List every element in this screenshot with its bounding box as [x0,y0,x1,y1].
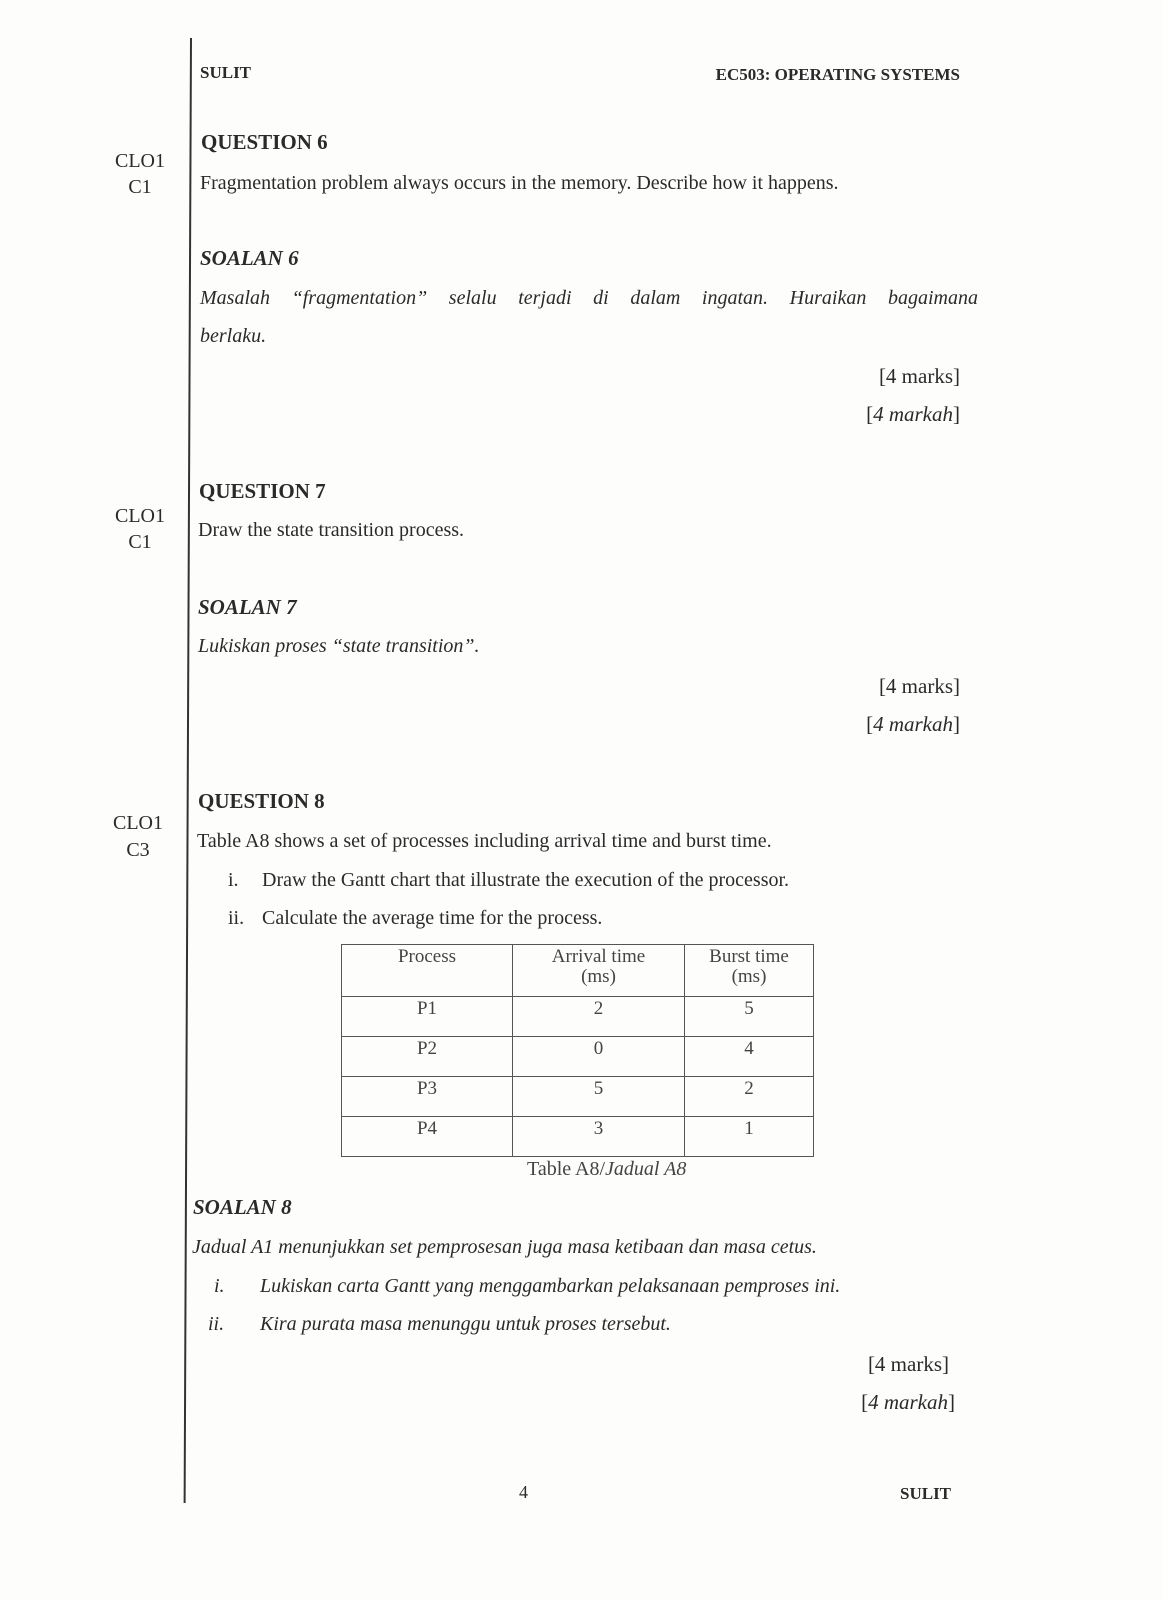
margin-rule [184,38,192,1503]
question-title: QUESTION 8 [198,789,325,813]
markah: [4 markah] [861,1390,955,1414]
header-unit: (ms) [731,965,767,987]
table-row [342,1077,814,1117]
table-row [342,1037,814,1077]
word: di [593,287,609,309]
header-label: Arrival time [551,946,646,967]
soalan-item-text: Kira purata masa menunggu untuk proses tersebut. [260,1313,671,1335]
caption-italic: Jadual A8 [605,1158,687,1180]
soalan-text [200,288,978,308]
question-text: Fragmentation problem always occurs in the memory. Describe how it happens. [200,172,839,194]
page-number: 4 [519,1482,528,1502]
cognitive-level: C3 [126,839,150,861]
cell-process: P2 [342,1037,513,1077]
item-number: ii. [228,907,245,929]
markah-text: 4 markah [868,1390,948,1414]
header-course: EC503: OPERATING SYSTEMS [715,65,960,84]
marks: [4 marks] [878,364,960,388]
marks: [4 marks] [878,674,960,698]
markah-text: 4 markah [873,402,953,426]
word: selalu [448,287,497,309]
word: ingatan. [701,287,769,309]
item-number: i. [228,869,239,891]
markah: [4 markah] [866,712,960,736]
cell-process: P1 [342,997,513,1037]
header-cell [342,945,513,997]
cell-arrival: 5 [513,1077,685,1117]
table-header-row [342,945,814,997]
table-caption [527,1159,686,1179]
caption-text: Table A8/ [527,1158,606,1180]
word: “fragmentation” [291,287,428,309]
header-cell [513,945,685,997]
question-title: QUESTION 6 [201,130,328,154]
question-title: QUESTION 7 [199,479,326,503]
header-sulit: SULIT [200,63,252,82]
table-row [342,1117,814,1157]
soalan-text: Jadual A1 menunjukkan set pemprosesan juga masa ketibaan dan masa cetus. [192,1236,817,1258]
cell-arrival: 2 [513,997,685,1037]
header-cell [685,945,814,997]
word: Huraikan [789,287,867,309]
soalan-item-number: i. [214,1275,225,1297]
header-label: Burst time [709,946,789,967]
soalan-item-text: Lukiskan carta Gantt yang menggambarkan pelaksanaan pemproses ini. [260,1275,841,1297]
marks: [4 marks] [867,1352,949,1376]
cell-arrival: 3 [513,1117,685,1157]
clo-label: CLO1 [115,505,165,527]
cell-burst: 4 [685,1037,814,1077]
markah-text: 4 markah [873,712,953,736]
question-text: Draw the state transition process. [198,519,465,541]
table-row [342,997,814,1037]
cell-process: P3 [342,1077,513,1117]
cell-process: P4 [342,1117,513,1157]
footer-sulit: SULIT [900,1484,952,1503]
header-label: Process [397,946,457,967]
word: terjadi [518,287,572,309]
cell-burst: 5 [685,997,814,1037]
soalan-title: SOALAN 7 [198,595,297,619]
soalan-text-line2: berlaku. [200,325,267,347]
word: bagaimana [887,287,978,309]
cognitive-level: C1 [128,531,152,553]
cognitive-level: C1 [128,176,152,198]
markah: [4 markah] [866,402,960,426]
soalan-title: SOALAN 6 [200,246,299,270]
word: dalam [630,287,681,309]
soalan-text: Lukiskan proses “state transition”. [198,635,480,657]
clo-label: CLO1 [115,150,165,172]
soalan-item-number: ii. [208,1313,225,1335]
item-text: Draw the Gantt chart that illustrate the execution of the processor. [262,869,790,891]
cell-burst: 1 [685,1117,814,1157]
clo-label: CLO1 [113,812,163,834]
soalan-title: SOALAN 8 [193,1195,292,1219]
header-unit: (ms) [581,965,616,987]
cell-arrival: 0 [513,1037,685,1077]
process-table [341,944,814,1157]
word: Masalah [200,287,270,309]
question-text: Table A8 shows a set of processes including arrival time and burst time. [197,830,772,852]
cell-burst: 2 [685,1077,814,1117]
item-text: Calculate the average time for the process. [262,907,603,929]
